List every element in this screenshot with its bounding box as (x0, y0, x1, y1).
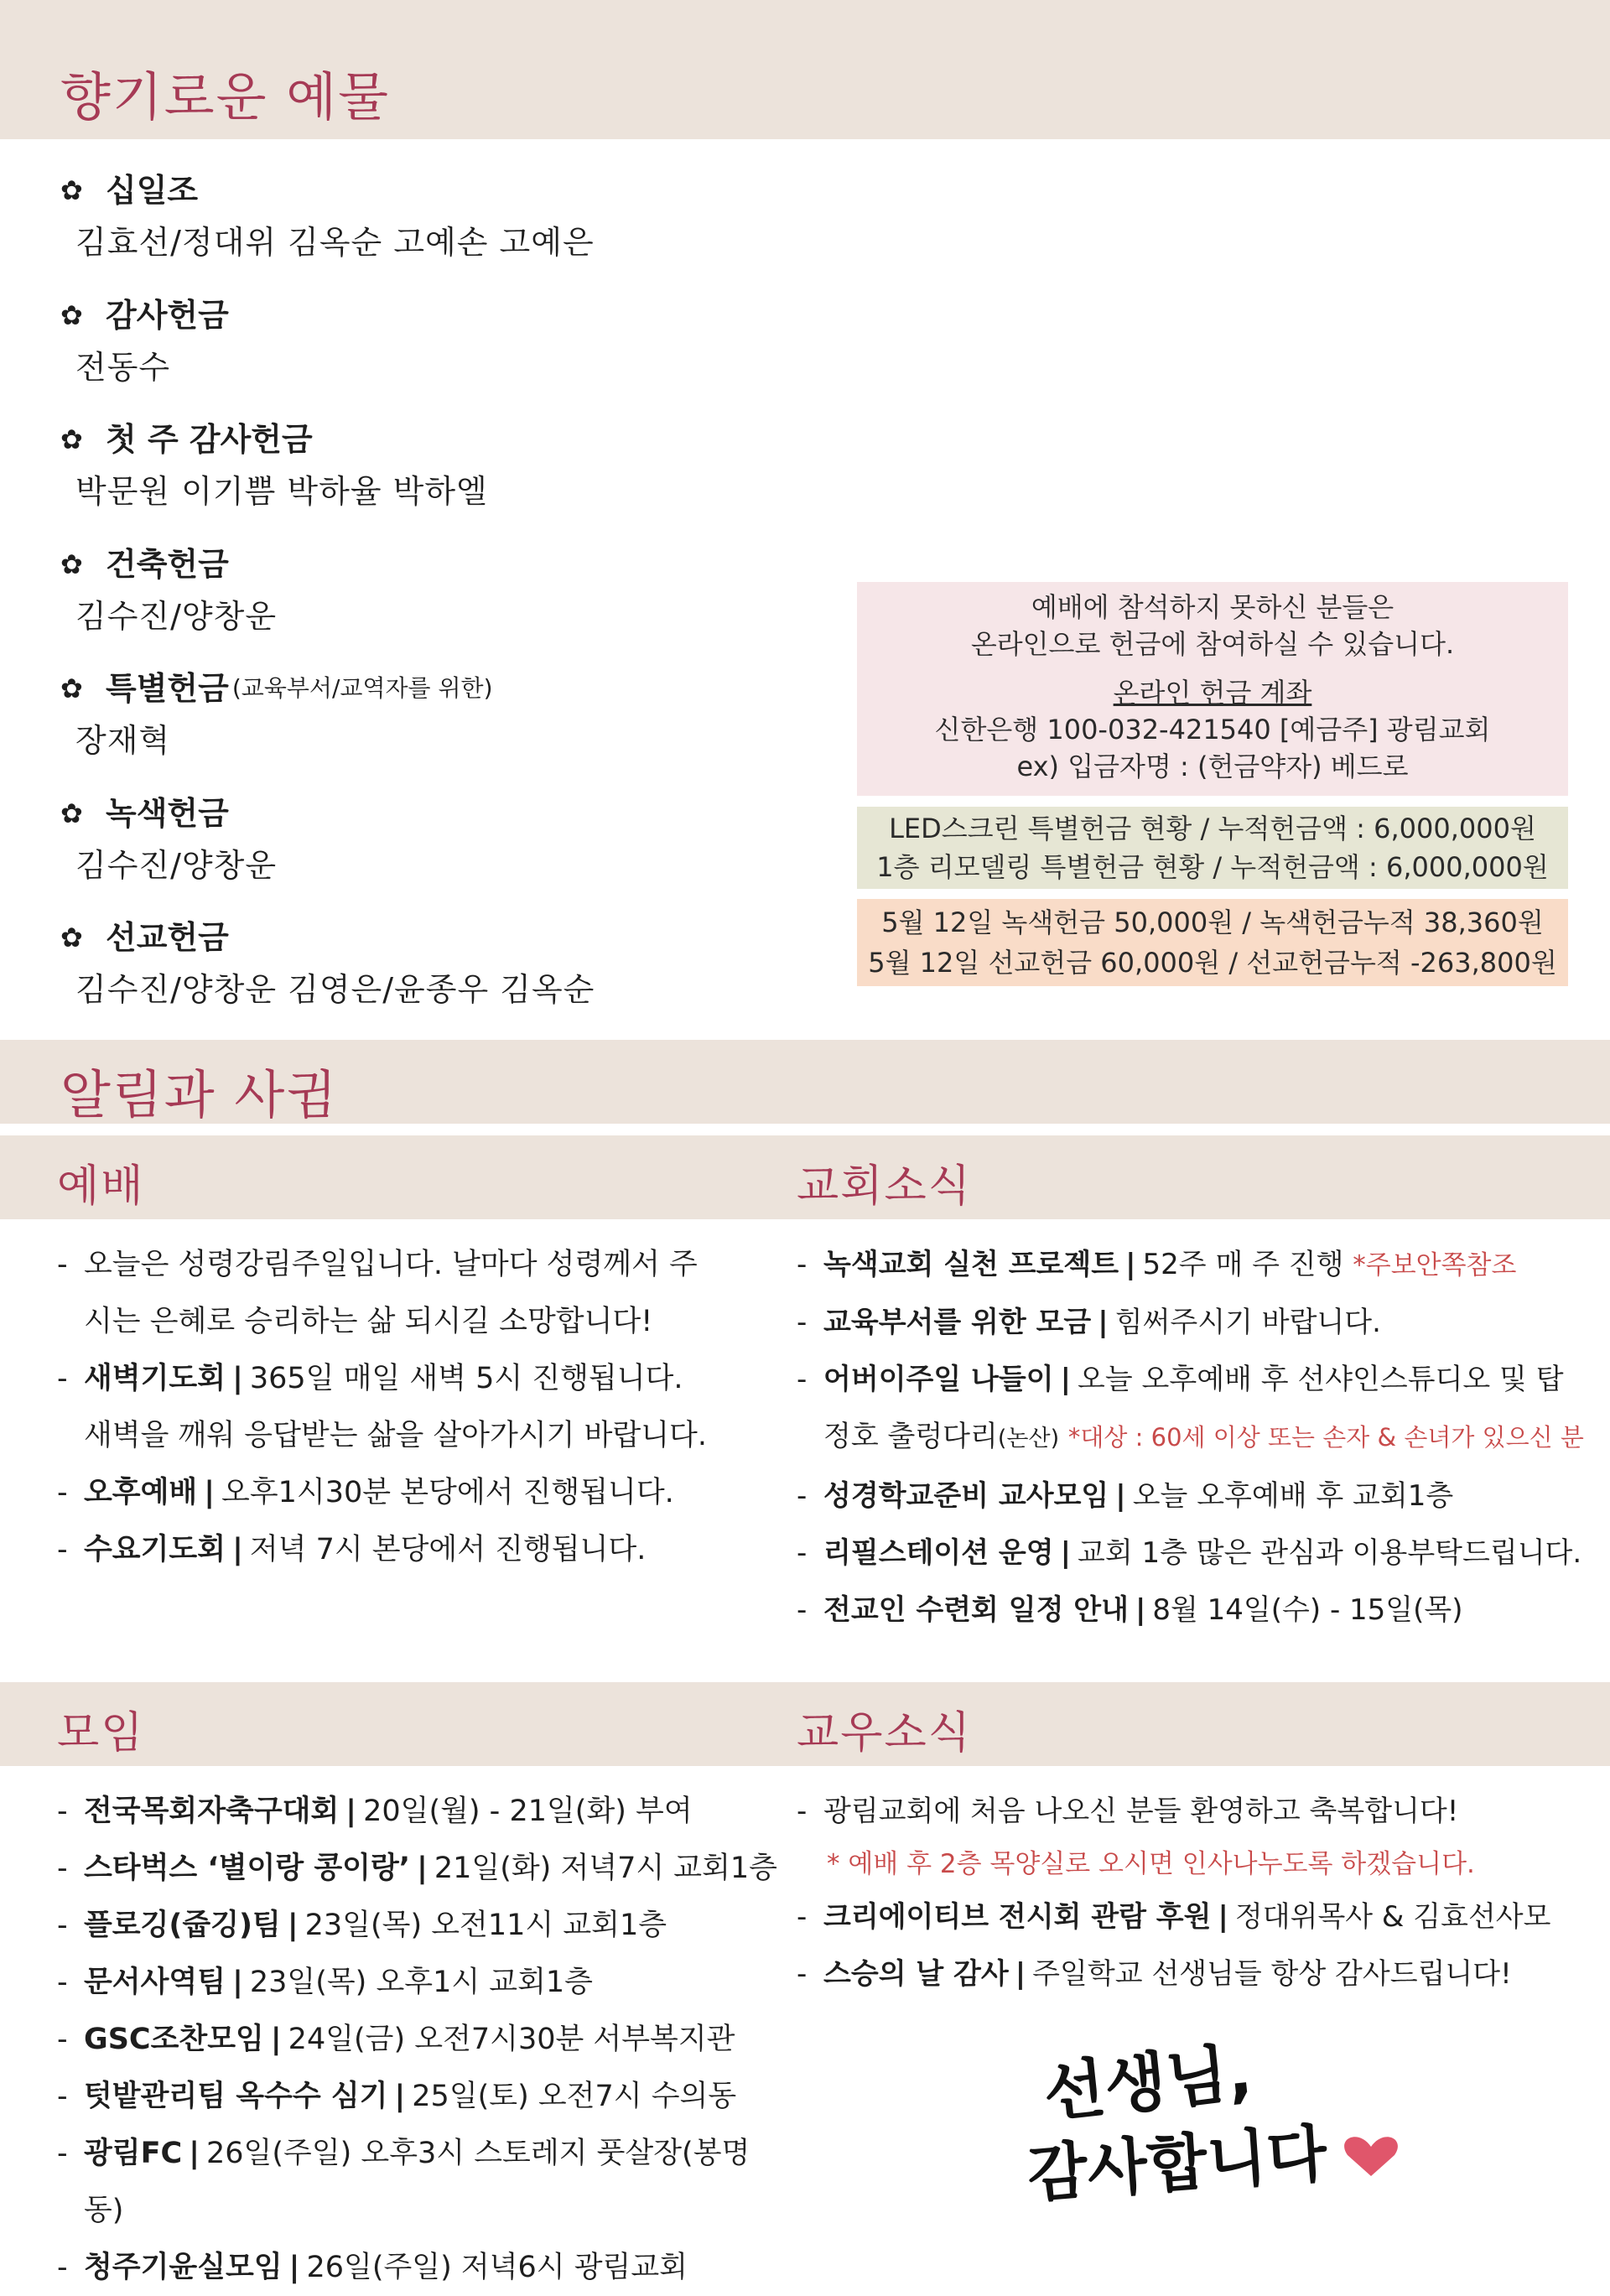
heart-icon (1344, 2137, 1398, 2176)
list-item: - 리필스테이션 운영 | 교회 1층 많은 관심과 이용부탁드립니다. (797, 1536, 1582, 1570)
offering-names: 박문원 이기쁨 박하율 박하엘 (75, 473, 488, 510)
item-title: GSC조찬모임 (84, 2023, 264, 2056)
list-item: - 스승의 날 감사 | 주일학교 선생님들 항상 감사드립니다! (797, 1957, 1512, 1991)
item-title: 플로깅(줍깅)팀 (84, 1909, 281, 1942)
calligraphy-line1: 선생님, (1040, 2034, 1256, 2131)
item-text: 8월 14일(수) - 15일(목) (1152, 1593, 1463, 1627)
item-title: 성경학교준비 교사모임 (823, 1479, 1109, 1513)
offering-names: 김효선/정대위 김옥순 고예손 고예은 (75, 224, 595, 261)
list-item: - 크리에이티브 전시회 관람 후원 | 정대위목사 & 김효선사모 (797, 1900, 1551, 1934)
account-title: 온라인 헌금 계좌 (1113, 677, 1312, 709)
item-title: 크리에이티브 전시회 관람 후원 (823, 1900, 1212, 1934)
list-item-cont (57, 1407, 778, 1464)
account-example: ex) 입금자명 : (헌금약자) 베드로 (1016, 751, 1409, 782)
calligraphy-line2: 감사합니다 (1025, 2117, 1330, 2211)
offering-item (60, 413, 832, 538)
item-text: 광림교회에 처음 나오신 분들 환영하고 축복합니다! (823, 1795, 1459, 1828)
flower-icon: ✿ (60, 174, 83, 206)
item-text: 26일(주일) 저녁6시 광림교회 (306, 2251, 688, 2284)
flower-icon: ✿ (60, 922, 83, 953)
item-title: 텃밭관리팀 옥수수 심기 (84, 2080, 388, 2113)
item-title: 청주기윤실모임 (84, 2251, 283, 2284)
item-title: 리필스테이션 운영 (823, 1536, 1054, 1570)
list-item: - GSC조찬모임 | 24일(금) 오전7시30분 서부복지관 (57, 2023, 735, 2056)
status-line: 5월 12일 녹색헌금 50,000원 / 녹색헌금누적 38,360원 (881, 906, 1544, 938)
flower-icon: ✿ (60, 673, 83, 704)
offering-category: 첫 주 감사헌금 (106, 421, 313, 458)
thank-you-calligraphy (1019, 2021, 1421, 2214)
worship-title: 예배 (57, 1161, 145, 1212)
item-title: 스타벅스 ‘별이랑 콩이랑’ (84, 1852, 411, 1885)
offering-category: 특별헌금 (106, 670, 229, 707)
item-text: 교회 1층 많은 관심과 이용부탁드립니다. (1078, 1536, 1582, 1570)
list-item: - 어버이주일 나들이 | 오늘 오후예배 후 선샤인스튜디오 및 탑 (797, 1363, 1564, 1396)
meetings-list (57, 1783, 778, 2296)
offering-item (60, 164, 832, 289)
church-news-title: 교회소식 (797, 1161, 972, 1212)
offering-item (60, 662, 832, 787)
list-item: - 텃밭관리팀 옥수수 심기 | 25일(토) 오전7시 수의동 (57, 2080, 737, 2113)
meetings-title: 모임 (57, 1708, 145, 1758)
online-offering-box (857, 582, 1568, 796)
offering-category: 녹색헌금 (106, 794, 229, 832)
item-title: 교육부서를 위한 모금 (823, 1306, 1092, 1339)
item-title: 문서사역팀 (84, 1966, 226, 1999)
offering-names: 김수진/양창운 (75, 597, 278, 635)
list-item: - 문서사역팀 | 23일(목) 오후1시 교회1층 (57, 1966, 593, 1999)
item-text: 24일(금) 오전7시30분 서부복지관 (288, 2023, 735, 2056)
calligraphy-image (1019, 2021, 1421, 2214)
offering-names: 전동수 (75, 348, 171, 386)
worship-list (57, 1236, 778, 1578)
offering-names: 김수진/양창운 김영은/윤종우 김옥순 (75, 971, 595, 1008)
item-title: 오후예배 (84, 1476, 198, 1509)
item-text: 20일(월) - 21일(화) 부여 (363, 1795, 693, 1828)
offering-category: 건축헌금 (106, 545, 229, 583)
offering-category: 감사헌금 (106, 296, 229, 334)
item-title: 전교인 수련회 일정 안내 (823, 1593, 1129, 1627)
list-item: - 녹색교회 실천 프로젝트 | 52주 매 주 진행 *주보안쪽참조 (797, 1248, 1517, 1281)
offering-title: 향기로운 예물 (60, 66, 391, 127)
list-item: - 수요기도회 | 저녁 7시 본당에서 진행됩니다. (57, 1533, 647, 1566)
flower-icon: ✿ (60, 423, 83, 455)
item-text: 시는 은혜로 승리하는 삶 되시길 소망합니다! (84, 1305, 653, 1338)
offering-item (60, 289, 832, 414)
online-box-line: 온라인으로 헌금에 참여하실 수 있습니다. (970, 628, 1455, 660)
offering-category: 선교헌금 (106, 919, 229, 956)
item-title: 녹색교회 실천 프로젝트 (823, 1248, 1119, 1281)
offering-names: 김수진/양창운 (75, 846, 278, 884)
item-text: 정대위목사 & 김효선사모 (1234, 1900, 1551, 1934)
item-text: 새벽을 깨워 응답받는 삶을 살아가시기 바랍니다. (84, 1419, 707, 1452)
offering-names: 장재혁 (75, 722, 171, 759)
item-text: 365일 매일 새벽 5시 진행됩니다. (249, 1362, 683, 1395)
item-text: 정호 출렁다리 (823, 1420, 998, 1453)
list-item: - 성경학교준비 교사모임 | 오늘 오후예배 후 교회1층 (797, 1479, 1454, 1513)
item-note: *대상 : 60세 이상 또는 손자 & 손녀가 있으신 분 (1067, 1423, 1584, 1452)
status-line: LED스크린 특별헌금 현황 / 누적헌금액 : 6,000,000원 (889, 813, 1536, 844)
list-item: - 청주기윤실모임 | 26일(주일) 저녁6시 광림교회 (57, 2251, 688, 2284)
item-text: 23일(목) 오후1시 교회1층 (249, 1966, 593, 1999)
item-text: 52주 매 주 진행 (1142, 1248, 1344, 1281)
offering-category-note: (교육부서/교역자를 위한) (231, 674, 493, 702)
item-title: 스승의 날 감사 (823, 1957, 1009, 1991)
item-text: 주일학교 선생님들 항상 감사드립니다! (1032, 1957, 1512, 1991)
status-line: 1층 리모델링 특별헌금 현황 / 누적헌금액 : 6,000,000원 (876, 851, 1549, 883)
flower-icon: ✿ (60, 299, 83, 331)
item-note-small: (논산) (997, 1426, 1060, 1452)
members-news-title: 교우소식 (797, 1708, 972, 1758)
flower-icon: ✿ (60, 797, 83, 829)
offering-list (60, 164, 832, 1036)
online-box-line: 예배에 참석하지 못하신 분들은 (1031, 591, 1394, 623)
list-item-note: * 예배 후 2층 목양실로 오시면 인사나누도록 하겠습니다. (827, 1849, 1475, 1879)
status-line: 5월 12일 선교헌금 60,000원 / 선교헌금누적 -263,800원 (868, 947, 1557, 979)
list-item: - 광림FC | 26일(주일) 오후3시 스토레지 풋살장(봉명동) (57, 2137, 750, 2227)
list-item: - 스타벅스 ‘별이랑 콩이랑’ | 21일(화) 저녁7시 교회1층 (57, 1852, 777, 1885)
list-item: - 오늘은 성령강림주일입니다. 날마다 성령께서 주 (57, 1248, 698, 1281)
green-mission-offering-box (857, 899, 1568, 986)
list-item: - 플로깅(줍깅)팀 | 23일(목) 오전11시 교회1층 (57, 1909, 667, 1942)
item-text: 25일(토) 오전7시 수의동 (412, 2080, 737, 2113)
item-text: 힘써주시기 바랍니다. (1114, 1306, 1381, 1339)
list-item: - 전국목회자축구대회 | 20일(월) - 21일(화) 부여 (57, 1795, 693, 1828)
list-item: - 교육부서를 위한 모금 | 힘써주시기 바랍니다. (797, 1306, 1381, 1339)
item-title: 광림FC (84, 2137, 183, 2170)
item-title: 전국목회자축구대회 (84, 1795, 340, 1828)
list-item: - 광림교회에 처음 나오신 분들 환영하고 축복합니다! (797, 1795, 1459, 1828)
item-text: 오후1시30분 본당에서 진행됩니다. (221, 1476, 674, 1509)
item-title: 어버이주일 나들이 (823, 1363, 1054, 1396)
list-item-cont (57, 1293, 778, 1350)
offering-item (60, 538, 832, 663)
offering-item (60, 787, 832, 912)
item-text: 오늘 오후예배 후 교회1층 (1132, 1479, 1454, 1513)
offering-category: 십일조 (106, 172, 199, 209)
notices-title: 알림과 사귐 (60, 1064, 339, 1125)
flower-icon: ✿ (60, 548, 83, 580)
list-item: - 새벽기도회 | 365일 매일 새벽 5시 진행됩니다. (57, 1362, 683, 1395)
item-title: 새벽기도회 (84, 1362, 226, 1395)
list-item: - 전교인 수련회 일정 안내 | 8월 14일(수) - 15일(목) (797, 1593, 1463, 1627)
members-news-list (797, 1783, 1589, 2003)
list-item-cont (797, 1408, 1589, 1467)
offering-item (60, 912, 832, 1036)
item-title: 수요기도회 (84, 1533, 226, 1566)
item-text: 23일(목) 오전11시 교회1층 (304, 1909, 667, 1942)
church-news-list (797, 1236, 1589, 1639)
item-text: 저녁 7시 본당에서 진행됩니다. (249, 1533, 647, 1566)
item-text: 26일(주일) 오후3시 스토레지 풋살장(봉명동) (84, 2137, 750, 2227)
special-offering-status-box (857, 807, 1568, 889)
item-note: *주보안쪽참조 (1353, 1250, 1517, 1280)
item-text: 오늘 오후예배 후 선샤인스튜디오 및 탑 (1078, 1363, 1564, 1396)
item-text: 21일(화) 저녁7시 교회1층 (434, 1852, 777, 1885)
list-item: - 오후예배 | 오후1시30분 본당에서 진행됩니다. (57, 1476, 674, 1509)
account-number: 신한은행 100-032-421540 [예금주] 광림교회 (934, 714, 1491, 745)
item-text: 오늘은 성령강림주일입니다. 날마다 성령께서 주 (84, 1248, 698, 1281)
